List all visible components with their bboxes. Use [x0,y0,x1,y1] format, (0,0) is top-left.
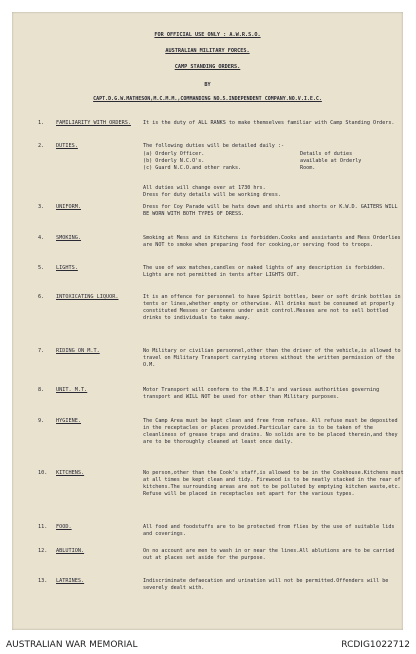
item-title: LIGHTS. [56,265,78,271]
item-body: It is an offence for personnel to have Spirit bottles, beer or soft drink bottles in tents or lines,whether empty or otherwise. All drinks must be consumed at properly constituted Messes or Canteens under unit control.Messes are not to sell bottled drinks to individuals to take away. [143,294,404,321]
duties-list [143,151,405,172]
item-title: HYGIENE. [56,418,81,424]
duty-line [143,151,405,158]
duty-note: Room. [300,165,316,171]
item-body: No person,other than the Cook's staff,is allowed to be in the Cookhouse.Kitchens must at all times be kept clean and tidy. Firewood is to be neatly stacked in the rear of kitchens.The surrounding areas are not to be polluted by emptying kitchen waste,etc. Refuse will be placed in receptacles set apart for the various types. [143,470,407,497]
item-title: LATRINES. [56,578,85,584]
document-title: CAMP STANDING ORDERS. [174,64,241,70]
force-title: AUSTRALIAN MILITARY FORCES. [165,48,250,54]
item-body: Smoking at Mess and in Kitchens is forbidden.Cooks and assistants and Mess Orderlies are NOT to smoke when preparing food for cooking,or serving food to troops. [143,235,404,248]
item-title: UNIFORM. [56,204,81,210]
item-number: 13. [38,578,48,584]
item-body: The Camp Area must be kept clean and free from refuse. All refuse must be deposited in the receptacles or places provided.Particular care is to be taken of the cleanliness of grease traps and drains. No solids are to be placed therein,and they are to be thoroughly cleaned at least once daily. [143,418,401,445]
item-body: Motor Transport will conform to the M.B.I's and various authorities governing transport and WILL NOT be used for other than Military purposes. [143,387,383,400]
duty-name: (b) Orderly N.C.O's. [143,158,205,164]
commander-line: CAPT.D.G.W.MATHESON,M.C.M.M.,COMMANDING NO.5.INDEPENDENT COMPANY.NO.V.I.E.C. [93,96,322,102]
item-title: ABLUTION. [56,548,85,554]
item-body: The use of wax matches,candles or naked lights of any description is forbidden. Lights are not permitted in tents after LIGHTS OUT. [143,265,386,278]
item-body: The following duties will be detailed daily :- [143,143,285,149]
item-body: It is the duty of ALL RANKS to make themselves familiar with Camp Standing Orders. [143,120,395,126]
duty-name: (a) Orderly Officer. [143,151,205,157]
archive-footer [0,636,416,654]
item-title: UNIT. M.T. [56,387,88,393]
item-number: 10. [38,470,48,476]
item-number: 3. [38,204,45,210]
duty-name: (c) Guard N.C.O.and other ranks. [143,165,242,171]
item-number: 6. [38,294,45,300]
item-number: 1. [38,120,45,126]
item-title: INTOXICATING LIQUOR. [56,294,119,300]
item-number: 11. [38,524,48,530]
classification-line: FOR OFFICIAL USE ONLY : A.W.R.S.O. [154,32,261,38]
item-title: SMOKING. [56,235,81,241]
archive-source: AUSTRALIAN WAR MEMORIAL [6,640,138,650]
item-number: 12. [38,548,48,554]
item-number: 5. [38,265,45,271]
duty-note: Details of duties [300,151,353,157]
item-body: No Military or civilian personnel,other than the driver of the vehicle,is allowed to travel on Military Transport carrying stores without the written permission of the O.M. [143,348,404,368]
item-title: DUTIES. [56,143,78,149]
item-number: 8. [38,387,45,393]
item-body: On no account are men to wash in or near the lines.All ablutions are to be carried out at places set aside for the purpose. [143,548,398,561]
item-body: All food and foodstuffs are to be protected from flies by the use of suitable lids and coverings. [143,524,398,537]
item-title: FOOD. [56,524,72,530]
document-page [12,12,407,630]
duty-line [143,165,405,172]
duty-line [143,158,405,165]
item-title: KITCHENS. [56,470,85,476]
by-line: BY [204,82,211,88]
item-number: 2. [38,143,45,149]
item-number: 9. [38,418,45,424]
item-body: Dress for Coy Parade will be hats down and shirts and shorts or K.W.D. GAITERS WILL BE WORN WITH BOTH TYPES OF DRESS. [143,204,401,217]
item-number: 4. [38,235,45,241]
item-number: 7. [38,348,45,354]
record-id: RCDIG1022712 [341,640,410,650]
item-title: RIDING ON M.T. [56,348,100,354]
item-body: Indiscriminate defaecation and urination will not be permitted.Offenders will be severely dealt with. [143,578,392,591]
item-title: FAMILIARITY WITH ORDERS. [56,120,131,126]
duty-note: available at Orderly [300,158,362,164]
item-body-continued: All duties will change over at 1730 hrs. Dress for duty details will be working dress. [143,185,282,198]
